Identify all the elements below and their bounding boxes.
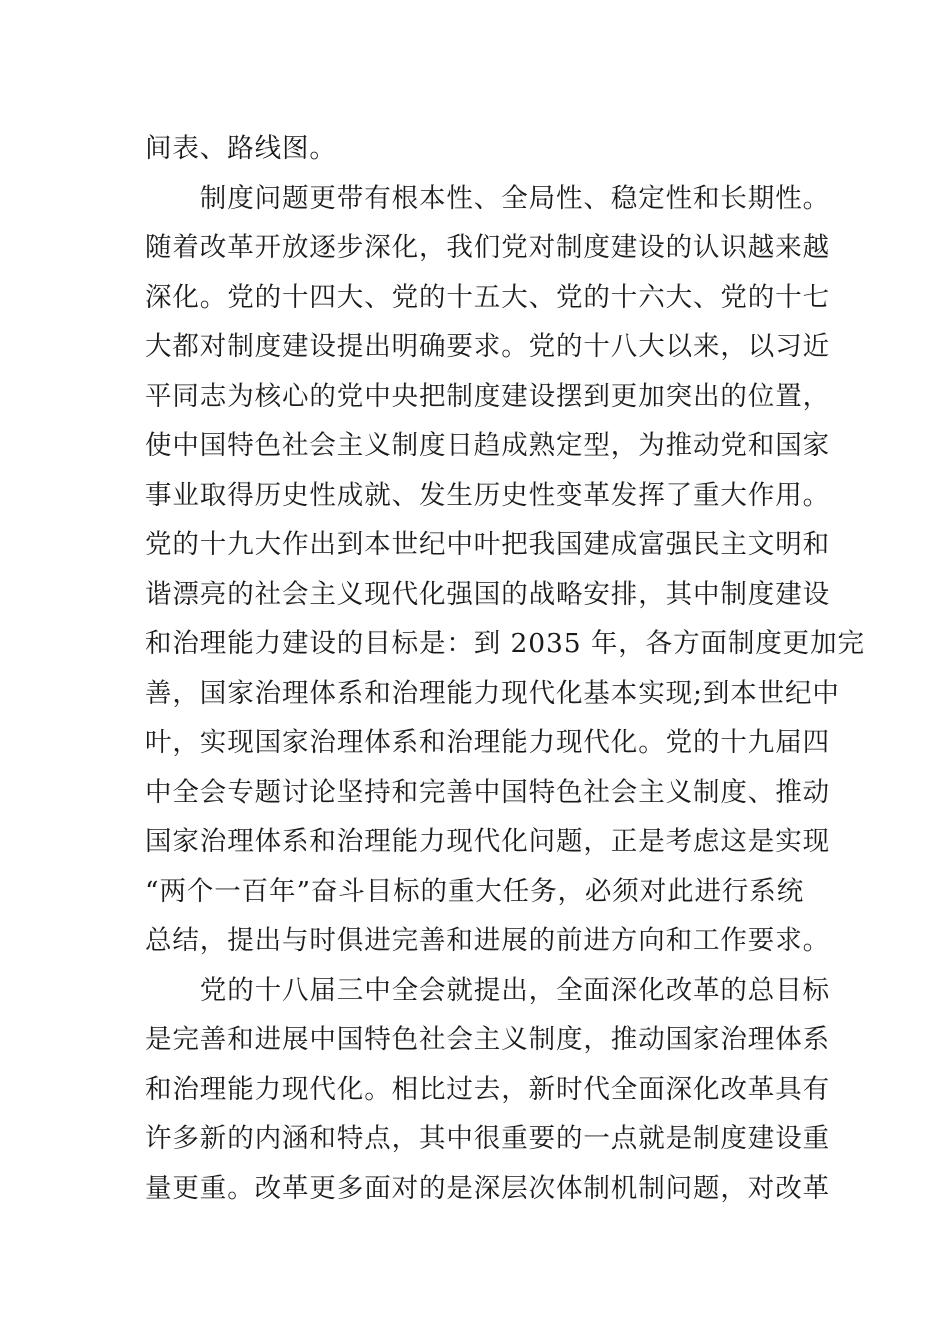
text-line-4: 深化。党的十四大、党的十五大、党的十六大、党的十七 [145, 281, 830, 313]
text-line-15: 国家治理体系和治理能力现代化问题，正是考虑这是实现 [145, 826, 830, 857]
text-line-11: 和治理能力建设的目标是：到 2035 年，各方面制度更加完 [145, 628, 865, 659]
text-line-3: 随着改革开放逐步深化，我们党对制度建设的认识越来越 [145, 232, 830, 263]
body-text [145, 124, 865, 1213]
text-line-20: 和治理能力现代化。相比过去，新时代全面深化改革具有 [145, 1073, 830, 1105]
text-line-13: 叶，实现国家治理体系和治理能力现代化。党的十九届四 [145, 727, 830, 758]
text-line-8: 事业取得历史性成就、发生历史性变革发挥了重大作用。 [145, 479, 830, 511]
text-line-2: 制度问题更带有根本性、全局性、稳定性和长期性。 [145, 182, 830, 214]
text-line-14: 中全会专题讨论坚持和完善中国特色社会主义制度、推动 [145, 776, 830, 808]
text-line-19: 是完善和进展中国特色社会主义制度，推动国家治理体系 [145, 1024, 830, 1055]
text-line-1: 间表、路线图。 [145, 133, 337, 164]
text-line-9: 党的十九大作出到本世纪中叶把我国建成富强民主文明和 [145, 529, 830, 560]
text-line-16: “两个一百年”奋斗目标的重大任务，必须对此进行系统 [145, 875, 805, 907]
text-line-6: 平同志为核心的党中央把制度建设摆到更加突出的位置， [145, 380, 830, 412]
text-line-22: 量更重。改革更多面对的是深层次体制机制问题，对改革 [145, 1172, 830, 1204]
text-line-21: 许多新的内涵和特点，其中很重要的一点就是制度建设重 [145, 1123, 830, 1154]
text-line-17: 总结，提出与时俱进完善和进展的前进方向和工作要求。 [145, 925, 830, 956]
text-line-10: 谐漂亮的社会主义现代化强国的战略安排，其中制度建设 [145, 578, 830, 610]
text-line-7: 使中国特色社会主义制度日趋成熟定型，为推动党和国家 [145, 430, 830, 461]
text-line-5: 大都对制度建设提出明确要求。党的十八大以来，以习近 [145, 331, 830, 362]
text-line-18: 党的十八届三中全会就提出，全面深化改革的总目标 [145, 974, 830, 1006]
text-line-12: 善，国家治理体系和治理能力现代化基本实现;到本世纪中 [145, 677, 840, 709]
